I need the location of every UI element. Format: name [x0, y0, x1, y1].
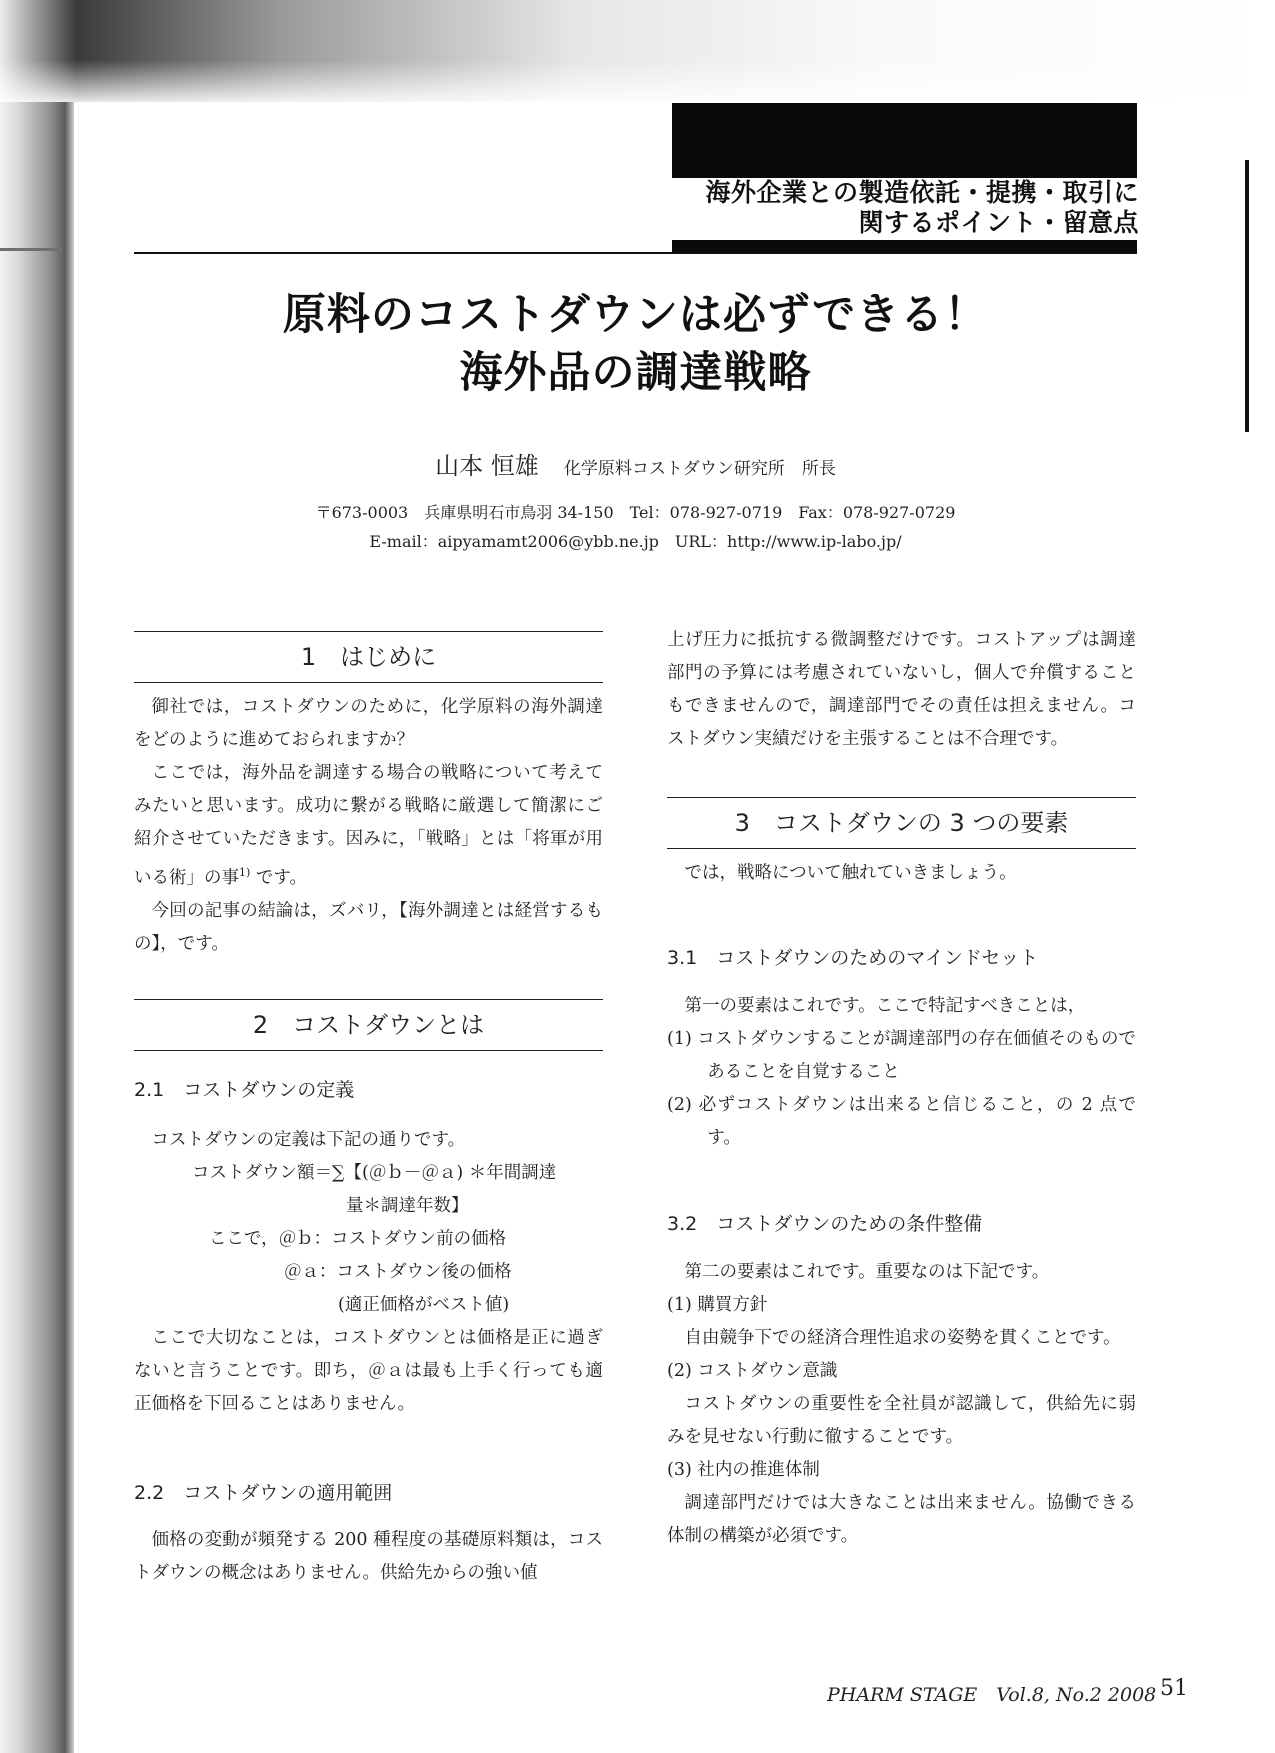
section-1-para-2-text: ここでは，海外品を調達する場合の戦略について考えてみたいと思います。成功に繋がる戦略に厳選して簡潔にご紹介させていただきます。因みに，「戦略」とは「将軍が用いる術」の事 [134, 763, 603, 888]
section-1-para-2-end: です。 [250, 867, 307, 888]
section-1-para-2 [134, 757, 603, 895]
formula-note-3: (適正価格がベスト値) [338, 1295, 510, 1315]
section-1-body [134, 691, 603, 961]
mindset-item-2: (2) 必ずコストダウンは出来ると信じること，の 2 点です。 [667, 1095, 1136, 1148]
condition-heading-3: (3) 社内の推進体制 [667, 1460, 820, 1480]
formula-note-1: ここで，＠ｂ：コストダウン前の価格 [209, 1229, 507, 1249]
section-2-heading: 2 コストダウンとは [134, 999, 603, 1051]
section-1-para-3: 今回の記事の結論は，ズバリ，【海外調達とは経営するもの】，です。 [134, 900, 603, 954]
subsection-3-1-heading: 3.1 コストダウンのためのマインドセット [667, 947, 1039, 969]
section-2-1-para: ここで大切なことは，コストダウンとは価格是正に過ぎないと言うことです。即ち，＠ａは最も上手く行っても適正価格を下回ることはありません。 [134, 1328, 603, 1414]
author-contact: E-mail：aipyamamt2006@ybb.ne.jp URL：http://www.ip-labo.jp/ [369, 532, 902, 551]
scan-artifact-line [0, 248, 62, 251]
section-3-intro-para: では，戦略について触れていきましょう。 [684, 863, 1017, 883]
section-3-intro [667, 857, 1136, 890]
condition-text-3: 調達部門だけでは大きなことは出来ません。協働できる体制の構築が必須です。 [667, 1493, 1136, 1546]
subsection-2-2-heading: 2.2 コストダウンの適用範囲 [134, 1482, 393, 1504]
scan-shadow-fade [0, 60, 1275, 108]
condition-heading-2: (2) コストダウン意識 [667, 1361, 838, 1381]
page-number: 51 [1160, 1676, 1188, 1701]
author-affiliation: 化学原料コストダウン研究所 所長 [563, 459, 836, 479]
footnote-ref: 1) [239, 866, 251, 879]
article-title [134, 286, 1137, 402]
article-title-line2: 海外品の調達戦略 [459, 348, 812, 398]
right-edge-mark [1245, 160, 1249, 432]
subsection-3-2-heading: 3.2 コストダウンのための条件整備 [667, 1213, 983, 1235]
condition-text-2: コストダウンの重要性を全社員が認識して，供給先に弱みを見せない行動に徹することです。 [667, 1394, 1136, 1447]
journal-footer: PHARM STAGE Vol.8, No.2 2008 [827, 1684, 1157, 1706]
author-line [134, 446, 1137, 481]
subsection-2-1-heading: 2.1 コストダウンの定義 [134, 1079, 355, 1101]
header-rule [134, 252, 1137, 254]
article-title-line1: 原料のコストダウンは必ずできる！ [282, 290, 989, 340]
section-3-heading: 3 コストダウンの 3 つの要素 [667, 797, 1136, 849]
section-3-2-body [667, 1256, 1136, 1553]
formula-line-1: コストダウン額＝∑【(＠ｂ－＠ａ) ＊年間調達 [192, 1163, 557, 1183]
section-3-2-para: 第二の要素はこれです。重要なのは下記です。 [684, 1262, 1050, 1282]
section-2-2-para: 価格の変動が頻発する 200 種程度の基礎原料類は，コストダウンの概念はありません。供給先からの強い値 [134, 1530, 603, 1583]
section-2-1-body [134, 1124, 603, 1421]
scan-shadow-left [0, 102, 74, 1753]
formula-line-2: 量＊調達年数】 [346, 1196, 469, 1216]
formula-note-2: ＠ａ：コストダウン後の価格 [284, 1262, 512, 1282]
author-name: 山本 恒雄 [435, 452, 539, 480]
definition-intro: コストダウンの定義は下記の通りです。 [151, 1130, 466, 1150]
condition-text-1: 自由競争下での経済合理性追求の姿勢を貫くことです。 [684, 1328, 1121, 1348]
series-title-line2: 関するポイント・留意点 [858, 208, 1139, 237]
section-3-1-body [667, 990, 1136, 1155]
continuation-para: 上げ圧力に抵抗する微調整だけです。コストアップは調達部門の予算には考慮されていないし，個人で弁償することもできませんので，調達部門でその責任は担えません。コストダウン実績だけを主張することは不合理です。 [667, 630, 1136, 749]
series-title [672, 178, 1137, 240]
mindset-item-1: (1) コストダウンすることが調達部門の存在価値そのものであることを自覚すること [667, 1029, 1136, 1082]
author-address: 〒673-0003 兵庫県明石市鳥羽 34-150 Tel：078-927-0719 Fax：078-927-0729 [315, 503, 956, 522]
section-1-para-1: 御社では，コストダウンのために，化学原料の海外調達をどのように進めておられますか？ [134, 697, 603, 750]
section-3-1-para: 第一の要素はこれです。ここで特記すべきことは， [684, 996, 1086, 1016]
condition-heading-1: (1) 購買方針 [667, 1295, 768, 1315]
section-2-2-body [134, 1524, 603, 1590]
series-title-line1: 海外企業との製造依託・提携・取引に [705, 178, 1139, 207]
column-2-continuation [667, 624, 1136, 756]
section-1-heading: 1 はじめに [134, 631, 603, 683]
